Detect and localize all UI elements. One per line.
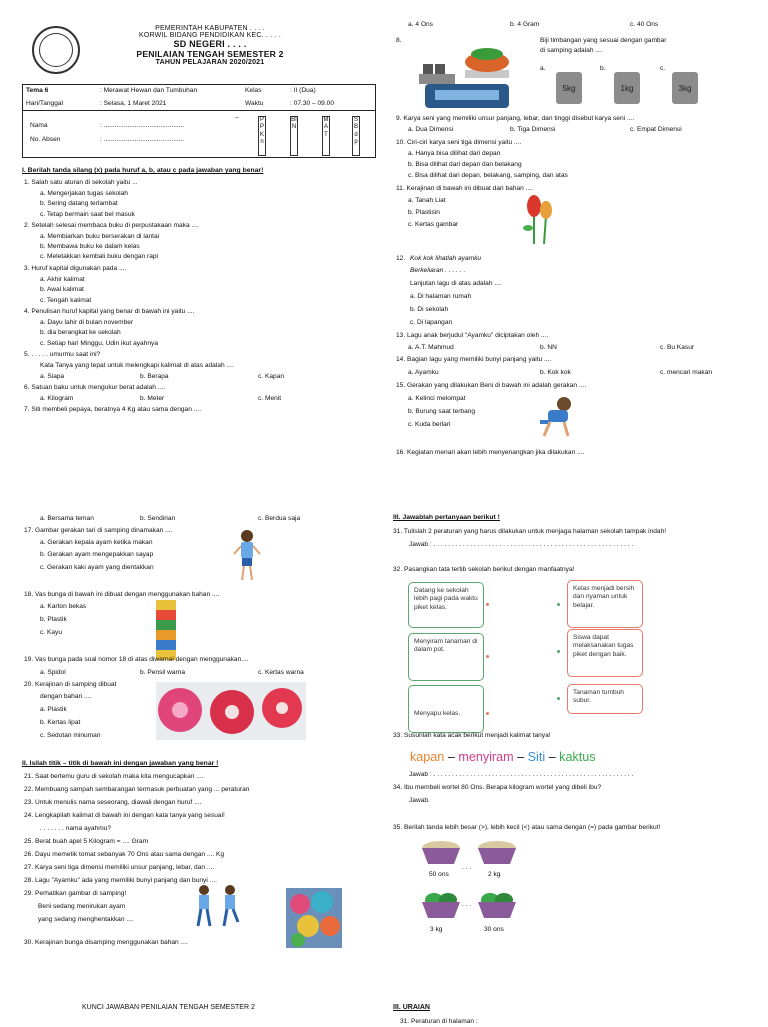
q28: 28. Lagu "Ayamku" ada yang memiliki bunyi panjang dan bunyi ....	[24, 877, 217, 884]
q20: 20. Kerajinan di samping dibuat	[24, 681, 117, 688]
q11-option-a[interactable]: a. Tanah Liat	[408, 197, 446, 204]
exam-header	[110, 25, 310, 66]
rule-card-1[interactable]: Datang ke sekolah lebih pagi pada waktu piket kelas.	[408, 582, 484, 628]
q15-option-a[interactable]: a. Kelinci melompat	[408, 395, 466, 402]
scrambled-words	[410, 750, 596, 764]
q11-option-c[interactable]: c. Kertas gambar	[408, 221, 459, 228]
q23: 23. Untuk menulis nama seseorang, diawali dengan huruf ....	[24, 799, 202, 806]
benefit-card-1[interactable]: Kelas menjadi bersih dan nyaman untuk belajar.	[567, 580, 643, 628]
q30: 30. Kerajinan bunga disamping menggunakan bahan ....	[24, 939, 188, 946]
dash-mark: –	[235, 114, 239, 121]
section1-title: I. Berilah tanda silang (x) pada huruf a, b, atau c pada jawaban yang benar!	[22, 167, 264, 174]
absen-label: No. Absen	[30, 136, 61, 143]
q6-option-a[interactable]: a. Kilogram	[40, 395, 74, 402]
school-logo	[32, 26, 80, 74]
kelas-value: : II (Dua)	[290, 87, 316, 94]
q5-option-b[interactable]: b. Berapa	[140, 373, 169, 380]
weight-1kg: 1kg	[614, 72, 640, 104]
q27: 27. Karya seni tiga dimensi memiliki unsur panjang, lebar, dan ....	[24, 864, 215, 871]
q3-option-b[interactable]: b. Awal kalimat	[40, 286, 84, 293]
child-crawling-image	[534, 394, 580, 440]
q7-option-c[interactable]: c. 40 Ons	[630, 21, 659, 28]
connector-dot[interactable]	[486, 655, 489, 658]
q5-stem: Kata Tanya yang tepat untuk melengkapi kalimat di atas adalah ....	[40, 362, 234, 369]
word-separator: –	[444, 750, 459, 764]
children-dancing-image	[190, 884, 246, 930]
q34-answer[interactable]: Jawab.	[409, 797, 430, 804]
q16-option-b[interactable]: b. Sendirian	[140, 515, 176, 522]
q3-option-a[interactable]: a. Akhir kalimat	[40, 276, 85, 283]
connector-dot[interactable]	[557, 603, 560, 606]
q19: 19. Vas bunga pada soal nomor 18 di atas diwarnai dengan menggunakan....	[24, 656, 249, 663]
q3-option-c[interactable]: c. Tengah kalimat	[40, 297, 92, 304]
q10-option-b[interactable]: b. Bisa dilihat dari depan dan belakang	[408, 161, 522, 168]
q19-option-a[interactable]: a. Spidol	[40, 669, 66, 676]
hari-label: Hari/Tanggal	[26, 100, 64, 107]
connector-dot[interactable]	[486, 603, 489, 606]
q4: 4. Penulisan huruf kapital yang benar di bawah ini yaitu ....	[24, 308, 195, 315]
q24: 24. Lengkapilah kalimat di bawah ini dengan kata tanya yang sesuai!	[24, 812, 225, 819]
q25: 25. Berat buah apel 5 Kilogram = .... Gram	[24, 838, 149, 845]
word-siti: Siti	[527, 750, 546, 764]
word-separator: –	[513, 750, 528, 764]
paper-flowers-image	[156, 682, 306, 740]
word-menyiram: menyiram	[458, 750, 514, 764]
connector-dot[interactable]	[486, 712, 489, 715]
q12-lyric2: Berkeliaran . . . . . .	[410, 267, 466, 274]
q17-option-a[interactable]: a. Gerakan kepala ayam ketika makan	[40, 539, 153, 546]
q14: 14. Bagian lagu yang memiliki bunyi panjang yaitu ....	[396, 356, 552, 363]
q32: 32. Pasangkan tata tertib sekolah berikut dengan manfaatnya!	[393, 566, 575, 573]
q8-stem2: di samping adalah ....	[540, 47, 603, 54]
q6-option-c[interactable]: c. Menit	[258, 395, 282, 402]
subject-sbdp: SBdp	[352, 116, 360, 156]
q2-option-a[interactable]: a. Membiarkan buku berserakan di lantai	[40, 233, 160, 240]
q9-option-c[interactable]: c. Empat Dimensi	[630, 126, 682, 133]
dancing-boy-image	[232, 528, 262, 584]
q29-stem2: yang sedang menghentakkan ....	[38, 916, 134, 923]
q29-stem1: Beni sedang menirukan ayam	[38, 903, 126, 910]
q1-option-a[interactable]: a. Mengerjakan tugas sekolah	[40, 190, 128, 197]
q8-option-b[interactable]: b.	[600, 65, 606, 72]
waktu-value: : 07.30 – 09.00	[290, 100, 334, 107]
q12-stem: Lanjutan lagu di atas adalah ....	[410, 280, 502, 287]
q21: 21. Saat bertemu guru di sekolah maka kita mengucapkan ....	[24, 773, 204, 780]
q2-option-c[interactable]: c. Meletakkan kembali buku dengan rapi	[40, 253, 159, 260]
basket-rice-icon	[476, 840, 518, 866]
q5: 5. . . . . . umurmu saat ini?	[24, 351, 101, 358]
q14-option-b[interactable]: b. Kok kok	[540, 369, 571, 376]
logo-inner-ring	[39, 33, 73, 67]
q31-answer[interactable]: Jawab : . . . . . . . . . . . . . . . . . . . . . . . . . . . . . . . . . . . . . . . . . . . . . . . . . . . . . . .	[409, 541, 634, 548]
basket-rice-icon	[420, 840, 462, 866]
q10-option-a[interactable]: a. Hanya bisa dilihat dari depan	[408, 150, 501, 157]
q6-option-b[interactable]: b. Meter	[140, 395, 165, 402]
q13-option-c[interactable]: c. Bu Kasur	[660, 344, 695, 351]
q18-option-c[interactable]: c. Kayu	[40, 629, 62, 636]
q9: 9. Karya seni yang memiliki unsur panjang, lebar, dan tinggi disebut karya seni ....	[396, 115, 635, 122]
q29: 29. Perhatikan gambar di samping!	[24, 890, 127, 897]
answer-key-title: KUNCI JAWABAN PENILAIAN TENGAH SEMESTER 2	[82, 1004, 255, 1011]
subject-mat: MAT	[322, 116, 330, 156]
q2-option-b[interactable]: b. Membawa buku ke dalam kelas	[40, 243, 140, 250]
word-kapan: kapan	[410, 750, 445, 764]
q9-option-b[interactable]: b. Tiga Dimensi	[510, 126, 556, 133]
word-separator: –	[545, 750, 560, 764]
q19-option-b[interactable]: b. Pensil warna	[140, 669, 186, 676]
waktu-label: Waktu	[245, 100, 264, 107]
q4-option-c[interactable]: c. Setiap hari Minggu, Udin ikut ayahnya	[40, 340, 159, 347]
q1: 1. Salah satu aturan di sekolah yaitu ...	[24, 179, 138, 186]
basket-label-2kg: 2 kg	[488, 871, 501, 878]
q17: 17. Gambar gerakan tari di samping dinamakan ....	[24, 527, 173, 534]
q12-option-b[interactable]: b. Di sekolah	[410, 306, 449, 313]
q15-option-c[interactable]: c. Kuda berlari	[408, 421, 451, 428]
q17-option-c[interactable]: c. Gerakan kaki ayam yang dientakkan	[40, 564, 154, 571]
section3-title: III. Jawablah pertanyaan berikut !	[393, 514, 500, 521]
header-exam: PENILAIAN TENGAH SEMESTER 2	[136, 49, 284, 59]
q12-number: 12.	[396, 255, 406, 262]
q1-option-b[interactable]: b. Sering datang terlambat	[40, 200, 118, 207]
q18-option-b[interactable]: b. Plastik	[40, 616, 67, 623]
q26: 26. Dayu memetik tomat sebanyak 70 Ons atau sama dengan .... Kg	[24, 851, 225, 858]
subject-bin: BIN	[290, 116, 298, 156]
q14-option-c[interactable]: c. mencari makan	[660, 369, 713, 376]
uraian-title: III. URAIAN	[393, 1004, 430, 1011]
q18-option-a[interactable]: a. Karton bekas	[40, 603, 87, 610]
weight-3kg: 3kg	[672, 72, 698, 104]
basket-label-3kg: 3 kg	[430, 926, 443, 933]
q11-option-b[interactable]: b. Plastisin	[408, 209, 440, 216]
basket-label-50ons: 50 ons	[429, 871, 449, 878]
q20-option-a[interactable]: a. Plastik	[40, 706, 67, 713]
tema-label: Tema 6	[26, 87, 49, 94]
q13-option-b[interactable]: b. NN	[540, 344, 557, 351]
basket-vegetable-icon	[420, 892, 462, 920]
compare-slot-2[interactable]: . . .	[462, 901, 472, 908]
q12-option-c[interactable]: c. Di lapangan	[410, 319, 453, 326]
q5-option-a[interactable]: a. Siapa	[40, 373, 65, 380]
q22: 22. Membuang sampah sembarangan termasuk perbuatan yang ... peraturan	[24, 786, 250, 793]
q35: 35. Berilah tanda lebih besar (>), lebih kecil (<) atau sama dengan (=) pada gambar berikut!	[393, 824, 661, 831]
header-school: SD NEGERI . . . .	[173, 39, 247, 49]
scale-illustration	[415, 40, 515, 112]
q11: 11. Kerajinan di bawah ini dibuat dari bahan ....	[396, 185, 533, 192]
q18: 18. Vas bunga di bawah ini dibuat dengan menggunakan bahan ....	[24, 591, 220, 598]
q8-option-c[interactable]: c.	[660, 65, 666, 72]
q24-stem: . . . . . . . nama ayahmu?	[40, 825, 112, 832]
rule-card-3[interactable]: Menyapu kelas.	[408, 685, 484, 733]
q10: 10. Ciri-ciri karya seni tiga dimensi yaitu ....	[396, 139, 522, 146]
q16-option-a[interactable]: a. Bersama teman	[40, 515, 94, 522]
q31: 31. Tulislah 2 peraturan yang harus dilakukan untuk menjaga halaman sekolah tampak indah!	[393, 528, 667, 535]
header-line2: KORWIL BIDANG PENDIDIKAN KEC. . . . .	[139, 32, 281, 39]
q1-option-c[interactable]: c. Tetap bermain saat bel masuk	[40, 211, 135, 218]
q6: 6. Satuan baku untuk mengukur berat adalah ....	[24, 384, 166, 391]
connector-dot[interactable]	[557, 650, 560, 653]
q7: 7. Siti membeli pepaya, beratnya 4 Kg atau sama dengan ....	[24, 406, 202, 413]
q15: 15. Gerakan yang dilakukan Beni di bawah ini adalah gerakan ....	[396, 382, 587, 389]
q8-number: 8.	[396, 37, 402, 44]
basket-vegetable-icon	[476, 892, 518, 920]
q3: 3. Huruf kapital digunakan pada ....	[24, 265, 127, 272]
rule-card-2[interactable]: Menyiram tanaman di dalam pot.	[408, 633, 484, 681]
q5-option-c[interactable]: c. Kapan	[258, 373, 285, 380]
q17-option-b[interactable]: b. Gerakan ayam mengepakkan sayap	[40, 551, 154, 558]
flower-craft-image	[520, 194, 556, 246]
compare-slot-1[interactable]: . . .	[462, 864, 472, 871]
q15-option-b[interactable]: b. Burung saat terbang	[408, 408, 476, 415]
q12-option-a[interactable]: a. Di halaman rumah	[410, 293, 472, 300]
q4-option-a[interactable]: a. Dayu lahir di bulan november	[40, 319, 134, 326]
q20-option-b[interactable]: b. Kertas lipat	[40, 719, 81, 726]
nama-label: Nama	[30, 122, 48, 129]
header-line1: PEMERINTAH KABUPATEN . . . .	[155, 25, 265, 32]
paper-flower-bouquet-image	[286, 888, 342, 948]
absen-field[interactable]: : ............................................	[100, 136, 185, 143]
connector-dot[interactable]	[557, 697, 560, 700]
q20-option-c[interactable]: c. Sedotan minuman	[40, 732, 101, 739]
benefit-card-2[interactable]: Siswa dapat melaksanakan tugas piket dengan baik.	[567, 629, 643, 677]
q8-stem1: Biji timbangan yang sesuai dengan gambar	[540, 37, 667, 44]
q33-answer[interactable]: Jawab : . . . . . . . . . . . . . . . . . . . . . . . . . . . . . . . . . . . . . . . . . . . . . . . . . . . . . . .	[409, 771, 634, 778]
q19-option-c[interactable]: c. Kertas warna	[258, 669, 304, 676]
q2: 2. Setelah selesai membaca buku di perpustakaan maka ....	[24, 222, 199, 229]
q4-option-b[interactable]: b. dia berangkat ke sekolah	[40, 329, 121, 336]
q16-option-c[interactable]: c. Berdua saja	[258, 515, 301, 522]
q34: 34. Ibu membeli wortel 80 Ons. Berapa kilogram wortel yang dibeli ibu?	[393, 784, 602, 791]
q9-option-a[interactable]: a. Dua Dimensi	[408, 126, 454, 133]
info-divider	[22, 110, 376, 111]
q13: 13. Lagu anak berjudul "Ayamku" diciptakan oleh ....	[396, 332, 549, 339]
q7-option-b[interactable]: b. 4 Gram	[510, 21, 540, 28]
benefit-card-3[interactable]: Tanaman tumbuh subur.	[567, 684, 643, 714]
header-year: TAHUN PELAJARAN 2020/2021	[155, 59, 265, 66]
kelas-label: Kelas	[245, 87, 262, 94]
answer-q31: 31. Peraturan di halaman :	[400, 1018, 478, 1025]
q33: 33. Susunlah kata acak berikut menjadi kalimat tanya!	[393, 732, 551, 739]
q14-option-a[interactable]: a. Ayamku	[408, 369, 439, 376]
q20-stem: dengan bahan ....	[40, 693, 92, 700]
q10-option-c[interactable]: c. Bisa dilihat dari depan, belakang, samping, dan atas	[408, 172, 568, 179]
word-kaktus: kaktus	[559, 750, 596, 764]
q7-option-a[interactable]: a. 4 Ons	[408, 21, 433, 28]
hari-value: : Selasa, 1 Maret 2021	[100, 100, 167, 107]
weight-5kg: 5kg	[556, 72, 582, 104]
q8-option-a[interactable]: a.	[540, 65, 546, 72]
basket-label-30ons: 30 ons	[484, 926, 504, 933]
q16: 16. Kegiatan menari akan lebih menyenangkan jika dilakukan ....	[396, 449, 585, 456]
section2-title: II. Isilah titik – titik di bawah ini dengan jawaban yang benar !	[22, 760, 219, 767]
tema-value: : Merawat Hewan dan Tumbuhan	[100, 87, 198, 94]
q12-lyric1: Kok kok lihatlah ayamku	[410, 255, 482, 262]
nama-field[interactable]: : ............................................	[100, 122, 185, 129]
q13-option-a[interactable]: a. A.T. Mahmud	[408, 344, 454, 351]
subject-ppkn: PPKn	[258, 116, 266, 156]
